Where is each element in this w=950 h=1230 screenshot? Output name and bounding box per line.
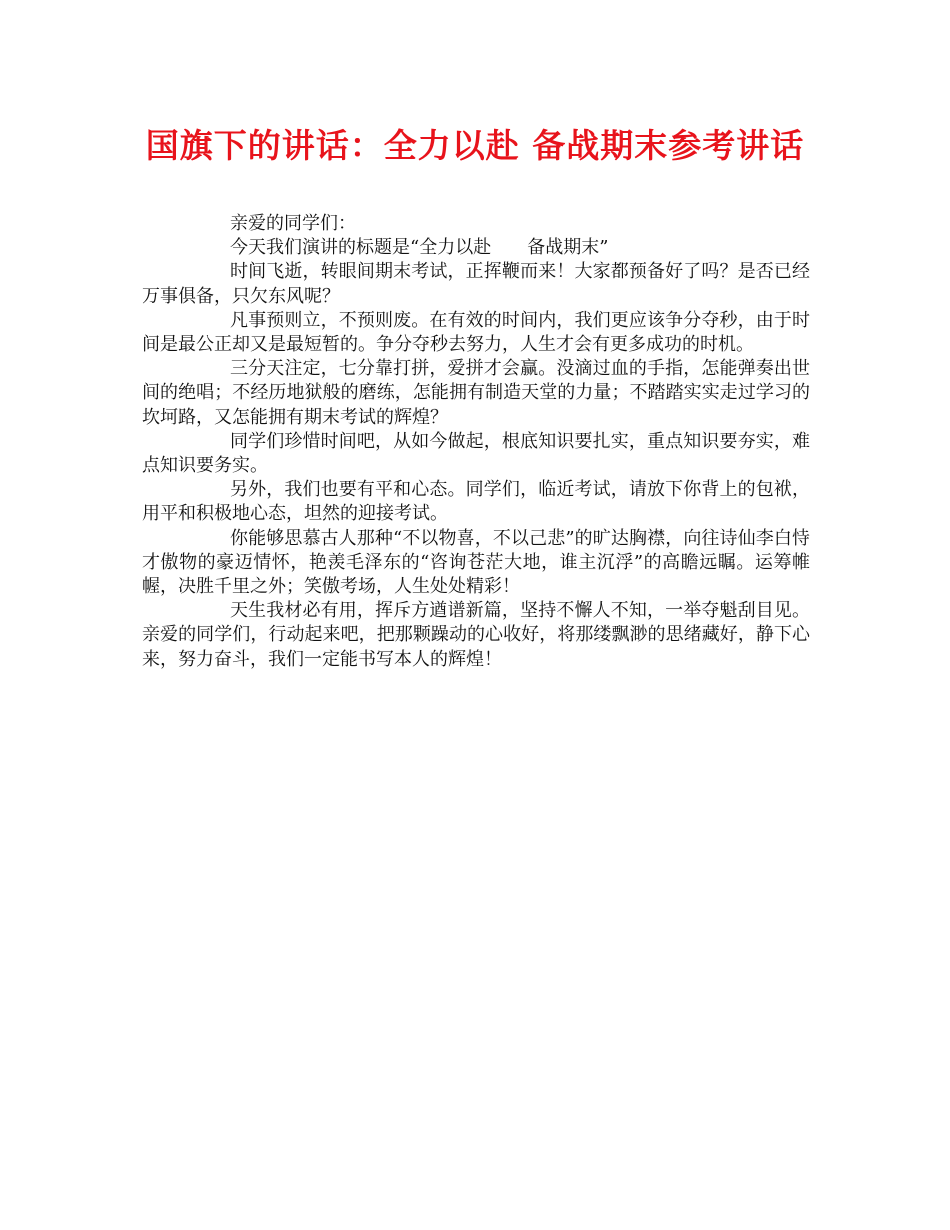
paragraph-ambition: 你能够思慕古人那种“不以物喜，不以己悲”的旷达胸襟，向往诗仙李白恃才傲物的豪迈情怀，艳羡毛泽东的“咨询苍茫大地，谁主沉浮”的高瞻远瞩。运筹帷幄，决胜千里之外；笑傲考场，人生处处精彩！	[142, 527, 810, 598]
paragraph-greeting: 亲爱的同学们：	[230, 213, 356, 234]
paragraph-calm-mindset: 另外，我们也要有平和心态。同学们，临近考试，请放下你背上的包袱，用平和积极地心态，坦然的迎接考试。	[142, 479, 810, 525]
paragraph-time-flies: 时间飞逝，转眼间期末考试，正挥鞭而来！大家都预备好了吗？是否已经万事俱备，只欠东风呢？	[142, 261, 810, 307]
document-body	[142, 212, 810, 672]
document-title: 国旗下的讲话：全力以赴 备战期末参考讲话	[145, 126, 805, 165]
paragraph-topic: 今天我们演讲的标题是“全力以赴 备战期末”	[230, 237, 609, 259]
paragraph-hard-work: 三分天注定，七分靠打拼，爱拼才会赢。没滴过血的手指，怎能弹奏出世间的绝唱；不经历地狱般的磨练，怎能拥有制造天堂的力量；不踏踏实实走过学习的坎坷路，又怎能拥有期末考试的辉煌？	[142, 358, 810, 428]
paragraph-cherish-time: 同学们珍惜时间吧，从如今做起，根底知识要扎实，重点知识要夯实，难点知识要务实。	[142, 430, 810, 477]
paragraph-closing: 天生我材必有用，挥斥方遒谱新篇，坚持不懈人不知，一举夺魁刮目见。亲爱的同学们，行动起来吧，把那颗躁动的心收好，将那缕飘渺的思绪藏好，静下心来，努力奋斗，我们一定能书写本人的辉煌！	[142, 600, 810, 670]
paragraph-preparation: 凡事预则立，不预则废。在有效的时间内，我们更应该争分夺秒，由于时间是最公正却又是最短暂的。争分夺秒去努力，人生才会有更多成功的时机。	[142, 309, 810, 356]
